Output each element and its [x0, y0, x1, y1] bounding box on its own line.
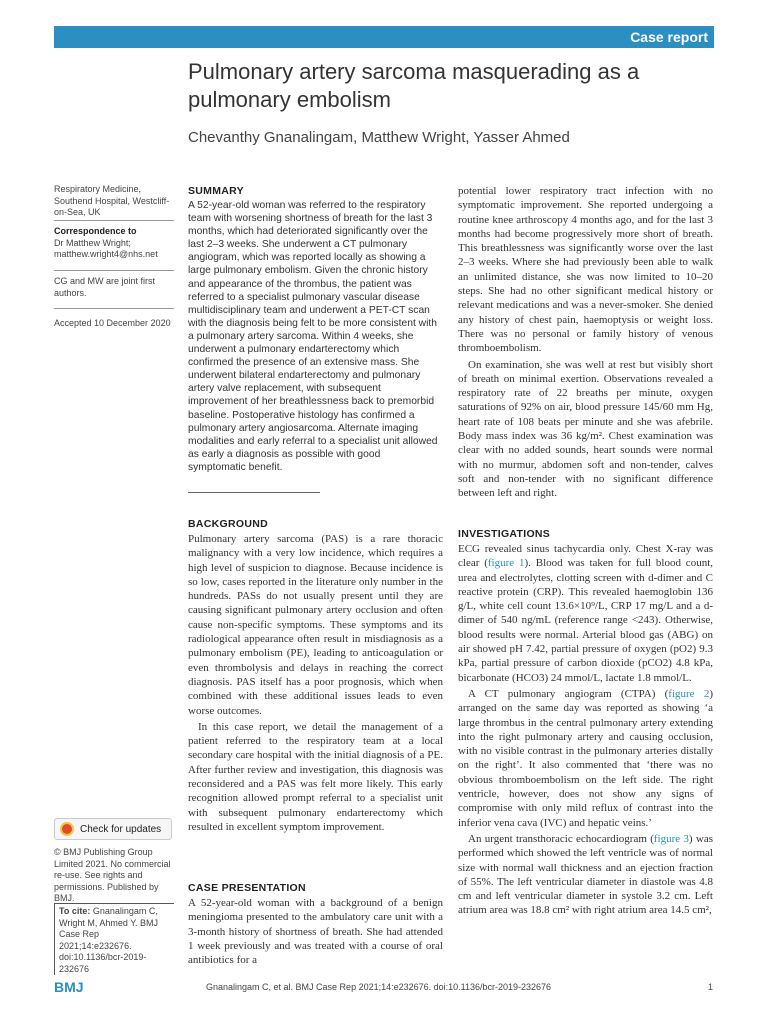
copyright-note: © BMJ Publishing Group Limited 2021. No commercial re-use. See rights and permissions. Published by BMJ. — [54, 847, 171, 903]
text-run: ) arranged on the same day was reported as showing ‘a large thrombus in the central pulmonary artery extending into the right pulmonary artery and causing occlusion, with no visible contrast in the pulmonary arteries distally on the right’. It also commented that ‘there was no obvious thromboembolism on the left side. The right ventricle, however, does not show any signs of compromise with only mild reflux of contrast into the inferior vena cava (IVC) and hepatic veins.’ — [458, 687, 713, 829]
crossmark-icon — [60, 822, 74, 836]
page-number: 1 — [708, 982, 714, 992]
case-paragraph: A 52-year-old woman with a background of a benign meningioma presented to the ambulatory care unit with a 3-month history of shortness of breath. She had attended 1 week previously and was treated with a course of oral antibiotics for a — [188, 897, 443, 967]
summary-rule — [188, 492, 320, 493]
correspondence-heading: Correspondence to — [54, 226, 137, 236]
investigations-section — [458, 528, 713, 918]
summary-section — [188, 185, 440, 474]
accepted-date: Accepted 10 December 2020 — [54, 318, 171, 328]
sidebar-divider — [54, 270, 174, 271]
background-paragraph: In this case report, we detail the management of a patient referred to the respiratory team at a local secondary care hospital with the initial diagnosis of a PE. After further review and investigation, this diagnosis was reconsidered and a PAS was felt more likely. This early recognition allowed prompt referral to a specialist unit with subsequent pulmonary endarterectomy which resulted in excellent symptom improvement. — [188, 720, 443, 833]
footer-citation: Gnanalingam C, et al. BMJ Case Rep 2021;14:e232676. doi:10.1136/bcr-2019-232676 — [206, 982, 552, 992]
text-run: An urgent transthoracic echocardiogram ( — [468, 832, 654, 845]
case-section — [188, 882, 443, 967]
cite-heading: To cite: — [59, 906, 91, 916]
figure-2-link[interactable]: figure 2 — [668, 687, 710, 700]
check-for-updates-button[interactable] — [54, 818, 172, 840]
background-paragraph: Pulmonary artery sarcoma (PAS) is a rare thoracic malignancy with a very low incidence, which requires a high level of suspicion to diagnose. Because incidence is so low, cases reported in the literature only number in the hundreds. PASs do not usually present until they are causing significant pulmonary artery occlusion and often cause non-specific symptoms. These symptoms and its radiological appearance often result in misdiagnosis as a pulmonary embolism (PE), leading to anticoagulation or even thrombolysis and delays in reaching the correct diagnosis. PAS itself has a poor prognosis, which when combined with these additional issues leads to even worse outcomes. — [188, 533, 443, 717]
text-run: A CT pulmonary angiogram (CTPA) ( — [468, 687, 669, 700]
right-column-text — [458, 184, 713, 501]
investigations-paragraph — [458, 832, 713, 918]
history-paragraph: potential lower respiratory tract infection with no symptomatic improvement. She reported undergoing a routine knee arthroscopy 4 months ago, and for the last 3 months had become progressively more short of breath. This breathlessness was significantly worse over the last 2–3 weeks. Where she had previously been able to walk an unlimited distance, she was now limited to 10–20 steps. She had no other significant medical history or relevant medications and was a never-smoker. She denied any history of chest pain, haemoptysis or weight loss. There was no personal or family history of venous thromboembolism. — [458, 185, 713, 355]
sidebar-divider — [54, 308, 174, 309]
cite-text: Gnanalingam C, Wright M, Ahmed Y. BMJ Case Rep 2021;14:e232676. doi:10.1136/bcr-2019-232676 — [59, 906, 159, 974]
background-section — [188, 518, 443, 834]
article-title: Pulmonary artery sarcoma masquerading as a pulmonary embolism — [188, 59, 640, 112]
summary-text: A 52-year-old woman was referred to the respiratory team with worsening shortness of breath for the last 3 months, which had deteriorated significantly over the last 2–3 weeks. She underwent a CT pulmonary angiogram, which was reported locally as showing a large pulmonary embolism. Given the chronic history and appearance of the thrombus, the patient was referred to a specialist pulmonary vascular disease multidisciplinary team and underwent a PET-CT scan with the diagnosis being felt to be more consistent with a pulmonary artery sarcoma. Within 4 weeks, she underwent a pulmonary endarterectomy which confirmed the presence of an extensive mass. She underwent bilateral endarterectomy and pulmonary artery valve replacement, with subsequent improvement of her breathlessness back to premorbid baseline. Postoperative histology has confirmed a pulmonary artery angiosarcoma. Alternate imaging modalities and early referral to a specialist unit allowed as early a diagnosis as possible with good symptomatic benefit. — [188, 200, 438, 473]
text-run: ). Blood was taken for full blood count, urea and electrolytes, clotting screen with d-dimer and C reactive protein (CRP). This revealed haemoglobin 136 g/L, white cell count 13.6×10⁹/L, CRP 17 mg/L and a d-dimer of 540 ng/mL (reference range <243). Otherwise, blood results were normal. Arterial blood gas (ABG) on air showed pH 7.42, partial pressure of oxygen (pO2) 9.3 kPa, partial pressure of carbon dioxide (pCO2) 4.8 kPa, bicarbonate (HCO3) 24 mmol/L, lactate 1.8 mmol/L. — [458, 557, 713, 684]
check-for-updates-label: Check for updates — [80, 823, 162, 835]
text-run: ECG revealed sinus tachycardia only. Chest X-ray was clear ( — [458, 543, 713, 570]
investigations-paragraph — [458, 687, 713, 830]
bmj-logo: BMJ — [54, 979, 84, 995]
background-heading: BACKGROUND — [188, 518, 268, 530]
investigations-heading: INVESTIGATIONS — [458, 528, 551, 540]
header-banner — [54, 26, 714, 48]
figure-3-link[interactable]: figure 3 — [653, 832, 689, 845]
affiliation: Respiratory Medicine, Southend Hospital, Westcliff-on-Sea, UK — [54, 184, 170, 217]
article-type-label: Case report — [630, 29, 708, 45]
joint-authors-note: CG and MW are joint first authors. — [54, 276, 156, 298]
case-heading: CASE PRESENTATION — [188, 882, 306, 894]
sidebar-divider — [54, 220, 174, 221]
summary-heading: SUMMARY — [188, 185, 244, 197]
text-run: ) was performed which showed the left ventricle was of normal size with normal wall thickness and an ejection fraction of 55%. The left ventricular diameter in diastole was 4.8 cm and left ventricular diameter in systole 3.2 cm. Left atrium area was 18.8 cm² with right atrium area 14.5 cm², — [458, 832, 713, 917]
article-authors: Chevanthy Gnanalingam, Matthew Wright, Yasser Ahmed — [188, 129, 570, 146]
correspondence-email[interactable]: matthew.wright4@nhs.net — [54, 249, 158, 259]
cite-box — [54, 903, 174, 975]
correspondence-name: Dr Matthew Wright; — [54, 237, 131, 248]
examination-paragraph: On examination, she was well at rest but visibly short of breath on minimal exertion. Observations revealed a respiratory rate of 22 breaths per minute, oxygen saturations of 92% on air, blood pressure 145/60 mm Hg, heart rate of 108 beats per minute and she was afebrile. Body mass index was 36 kg/m². Chest examination was clear with no added sounds, heart sounds were normal with no murmur, abdomen soft and non-tender, calves soft and non-tender with no significant difference between left and right. — [458, 358, 713, 500]
figure-1-link[interactable]: figure 1 — [487, 557, 525, 570]
correspondence — [54, 226, 176, 261]
investigations-paragraph — [458, 542, 713, 685]
